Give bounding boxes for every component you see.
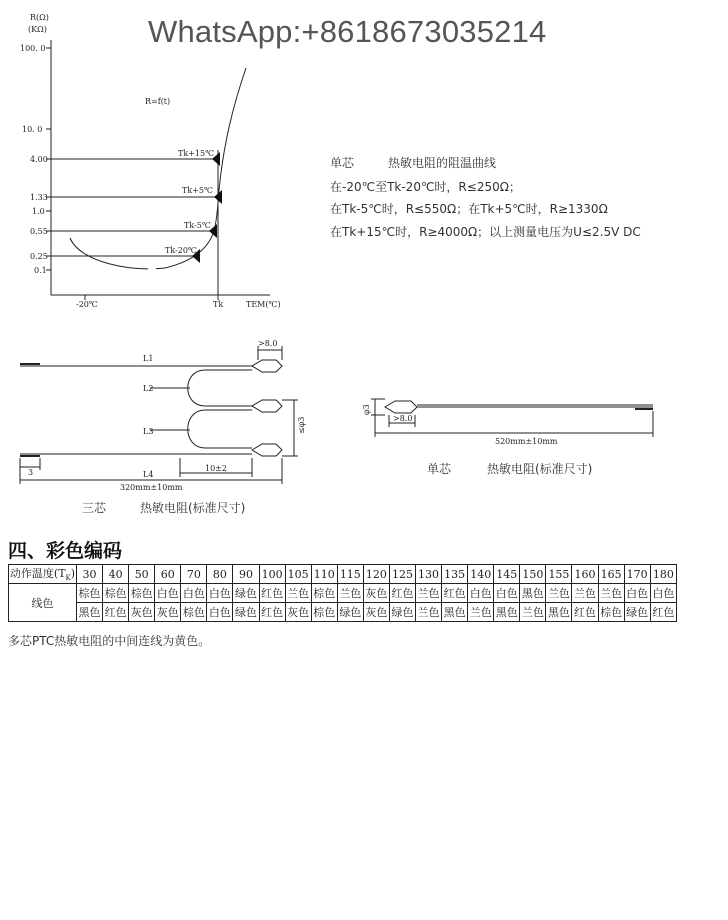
dim-diameter: ≤φ3 — [297, 416, 306, 434]
table-row-temperature — [9, 565, 677, 584]
y-axis-unit: (KΩ) — [28, 25, 47, 34]
y-tick-4: 4.00 — [30, 155, 48, 164]
spec-line-2: 在Tk-5℃时，R≤550Ω；在Tk+5℃时，R≥1330Ω — [330, 202, 608, 216]
color-code-table — [8, 564, 677, 622]
curve-low-segment — [70, 238, 165, 269]
y-tick-0-1: 0.1 — [34, 266, 47, 275]
temp-cell: 150 — [520, 565, 546, 584]
color-cell-top: 白色 — [624, 584, 650, 603]
label-l2: L2 — [143, 384, 154, 393]
spec-line-1: 在-20℃至Tk-20℃时，R≤250Ω； — [330, 180, 521, 194]
temp-cell: 165 — [598, 565, 624, 584]
color-cell-top: 红色 — [442, 584, 468, 603]
color-cell-top: 红色 — [259, 584, 285, 603]
temp-cell: 50 — [129, 565, 155, 584]
color-cell-bottom: 绿色 — [389, 603, 415, 622]
caption-single-core-a: 单芯 — [427, 462, 452, 476]
three-core-drawing — [0, 330, 330, 520]
color-cell-top: 棕色 — [129, 584, 155, 603]
color-cell-bottom: 兰色 — [416, 603, 442, 622]
rt-curve-graph — [0, 0, 330, 320]
color-cell-bottom: 灰色 — [363, 603, 389, 622]
caption-single-core-b: 热敏电阻(标准尺寸) — [487, 462, 593, 476]
thermistor-head-3 — [252, 444, 282, 456]
color-cell-bottom: 红色 — [259, 603, 285, 622]
y-tick-0-25: 0.25 — [30, 252, 48, 261]
header-wire-color: 线色 — [9, 584, 77, 622]
color-cell-bottom: 黑色 — [546, 603, 572, 622]
temp-cell: 70 — [181, 565, 207, 584]
spec-title-single: 单芯 — [330, 156, 355, 170]
color-cell-bottom: 黑色 — [77, 603, 103, 622]
color-cell-top: 兰色 — [416, 584, 442, 603]
x-tick-tk: Tk — [213, 300, 224, 309]
color-cell-top: 红色 — [389, 584, 415, 603]
temp-cell: 110 — [311, 565, 337, 584]
formula-label: R=f(t) — [145, 97, 171, 106]
color-cell-bottom: 灰色 — [155, 603, 181, 622]
color-cell-bottom: 灰色 — [129, 603, 155, 622]
color-cell-top: 白色 — [494, 584, 520, 603]
color-cell-bottom: 白色 — [207, 603, 233, 622]
dim-tail: 10±2 — [205, 464, 227, 473]
label-tk15: Tk+15℃ — [178, 149, 215, 158]
y-tick-0-55: 0.55 — [30, 227, 48, 236]
thermistor-head-2 — [252, 400, 282, 412]
temp-cell: 135 — [442, 565, 468, 584]
temp-cell: 155 — [546, 565, 572, 584]
temp-cell: 160 — [572, 565, 598, 584]
caption-three-core-a: 三芯 — [82, 501, 107, 515]
y-tick-1: 1.0 — [32, 207, 45, 216]
label-l3: L3 — [143, 427, 154, 436]
y-tick-10: 10. 0 — [22, 125, 43, 134]
temp-cell: 180 — [650, 565, 676, 584]
caption-three-core-b: 热敏电阻(标准尺寸) — [140, 501, 246, 515]
section-title: 四、彩色编码 — [8, 540, 123, 562]
wire-l2-loop — [188, 370, 252, 406]
color-cell-top: 灰色 — [363, 584, 389, 603]
color-cell-bottom: 红色 — [650, 603, 676, 622]
color-cell-top: 兰色 — [598, 584, 624, 603]
color-cell-top: 兰色 — [285, 584, 311, 603]
spec-line-3: 在Tk+15℃时，R≥4000Ω；以上测量电压为U≤2.5V DC — [330, 225, 641, 239]
y-axis-title: R(Ω) — [30, 13, 49, 22]
dim-strip: 3 — [28, 468, 34, 477]
temp-cell: 140 — [468, 565, 494, 584]
temp-cell: 125 — [389, 565, 415, 584]
color-cell-top: 棕色 — [311, 584, 337, 603]
color-cell-top: 黑色 — [520, 584, 546, 603]
temp-cell: 100 — [259, 565, 285, 584]
color-cell-top: 兰色 — [337, 584, 363, 603]
color-cell-top: 白色 — [155, 584, 181, 603]
color-cell-top: 兰色 — [572, 584, 598, 603]
temp-cell: 115 — [337, 565, 363, 584]
x-axis-title: TEM(℃) — [246, 300, 281, 309]
temp-cell: 60 — [155, 565, 181, 584]
thermistor-head-single — [385, 401, 417, 413]
color-cell-bottom: 棕色 — [311, 603, 337, 622]
label-tk-20: Tk-20℃ — [165, 246, 197, 255]
temp-cell: 30 — [77, 565, 103, 584]
color-cell-bottom: 棕色 — [598, 603, 624, 622]
dim-diameter-single: φ3 — [362, 404, 371, 415]
color-cell-top: 白色 — [468, 584, 494, 603]
dim-head-length: >8.0 — [258, 339, 278, 348]
note-text: 多芯PTC热敏电阻的中间连线为黄色。 — [8, 634, 211, 648]
curve-main — [165, 68, 246, 268]
temp-cell: 145 — [494, 565, 520, 584]
label-l1: L1 — [143, 354, 154, 363]
temp-cell: 130 — [416, 565, 442, 584]
temp-cell: 40 — [103, 565, 129, 584]
color-cell-bottom: 红色 — [103, 603, 129, 622]
temp-cell: 170 — [624, 565, 650, 584]
dim-head-single: >8.0 — [393, 414, 413, 423]
color-cell-bottom: 灰色 — [285, 603, 311, 622]
color-cell-top: 棕色 — [103, 584, 129, 603]
temp-cell: 90 — [233, 565, 259, 584]
label-tk-5: Tk-5℃ — [184, 221, 211, 230]
color-cell-bottom: 红色 — [572, 603, 598, 622]
color-cell-bottom: 棕色 — [181, 603, 207, 622]
y-tick-100: 100. 0 — [20, 44, 46, 53]
table-row-color-1 — [9, 584, 677, 603]
color-cell-bottom: 兰色 — [468, 603, 494, 622]
color-cell-bottom: 绿色 — [337, 603, 363, 622]
single-core-drawing — [355, 385, 675, 485]
color-cell-bottom: 兰色 — [520, 603, 546, 622]
color-cell-bottom: 黑色 — [442, 603, 468, 622]
dim-total-single: 520mm±10mm — [495, 437, 558, 446]
spec-title-curve: 热敏电阻的阻温曲线 — [388, 156, 497, 170]
y-tick-1-33: 1.33 — [30, 193, 48, 202]
dim-total-three: 320mm±10mm — [120, 483, 183, 492]
label-tk5: Tk+5℃ — [182, 186, 213, 195]
color-cell-top: 白色 — [650, 584, 676, 603]
temp-cell: 120 — [363, 565, 389, 584]
table-row-color-2 — [9, 603, 677, 622]
color-cell-bottom: 绿色 — [624, 603, 650, 622]
color-cell-top: 棕色 — [77, 584, 103, 603]
wire-l3-loop — [188, 410, 252, 448]
color-cell-top: 兰色 — [546, 584, 572, 603]
color-cell-bottom: 绿色 — [233, 603, 259, 622]
color-cell-bottom: 黑色 — [494, 603, 520, 622]
temp-cell: 105 — [285, 565, 311, 584]
color-cell-top: 绿色 — [233, 584, 259, 603]
header-temperature: 动作温度$(T_K)$ — [9, 565, 77, 584]
label-l4: L4 — [143, 470, 154, 479]
x-tick-minus20: -20℃ — [76, 300, 98, 309]
watermark-text: WhatsApp:+8618673035214 — [148, 14, 547, 49]
spec-title — [330, 154, 496, 171]
temp-cell: 80 — [207, 565, 233, 584]
thermistor-head-1 — [252, 360, 282, 372]
color-cell-top: 白色 — [181, 584, 207, 603]
color-cell-top: 白色 — [207, 584, 233, 603]
